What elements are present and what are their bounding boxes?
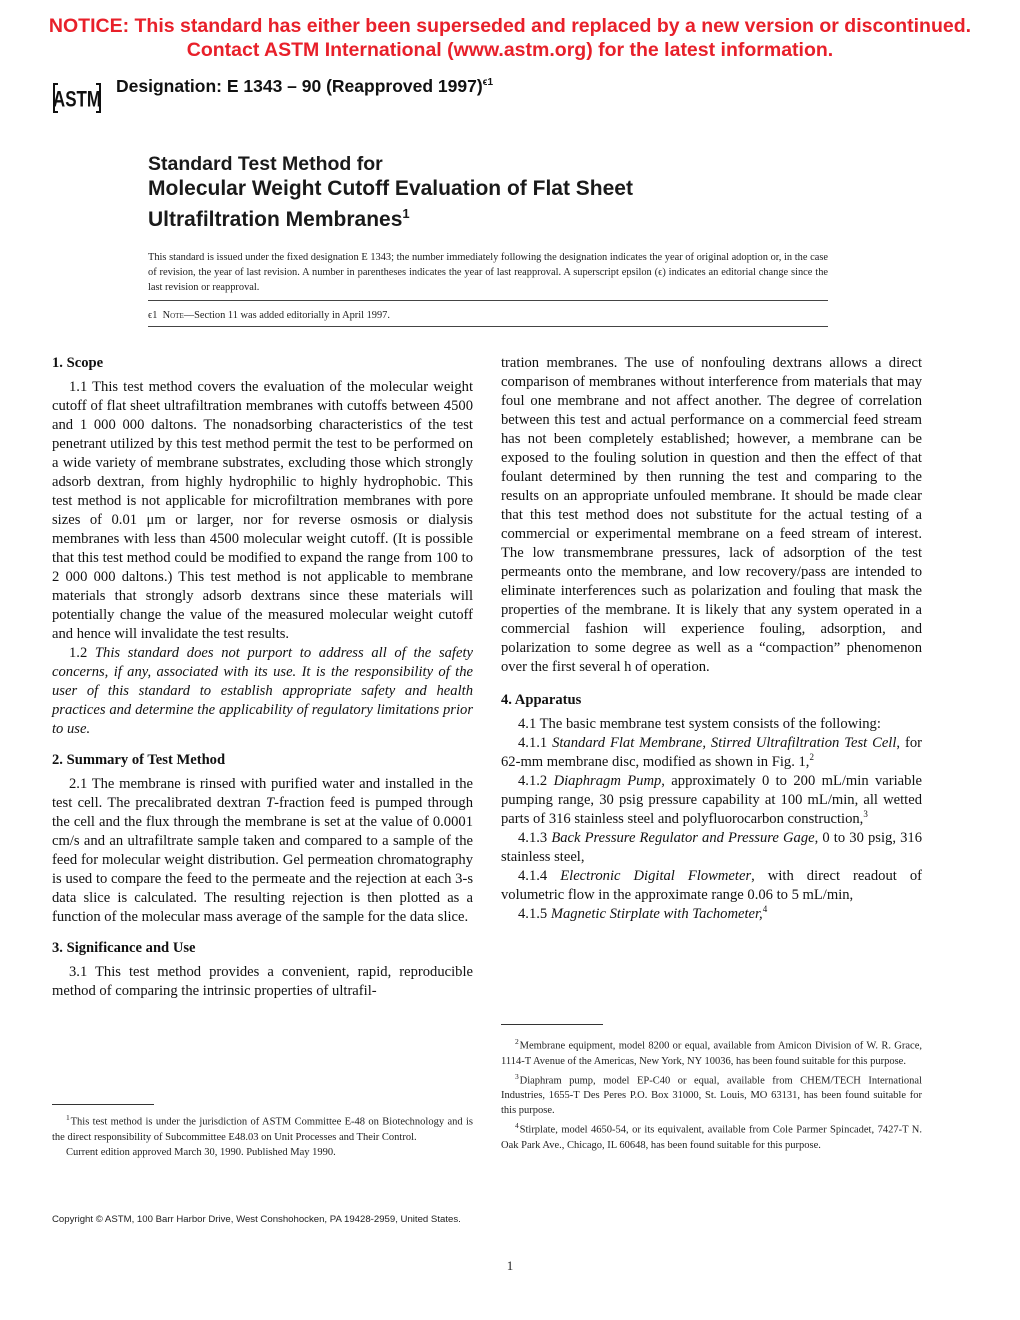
footnote-divider (501, 1024, 603, 1025)
section-heading-apparatus: 4. Apparatus (501, 692, 582, 708)
section-heading-summary: 2. Summary of Test Method (52, 752, 226, 768)
logo-text: ASTM (52, 87, 102, 113)
paragraph-4-1-2: 4.1.2 Diaphragm Pump, approximately 0 to 200 mL/min variable pumping range, 30 psig pressure capability at 100 mL/min, all wetted parts of 316 stainless steel and polyfluorocarbon construction,$^3$ (501, 773, 922, 827)
divider (148, 326, 828, 327)
section-heading-scope: 1. Scope (52, 355, 104, 371)
divider (148, 300, 828, 301)
paragraph-4-1-3: 4.1.3 Back Pressure Regulator and Pressure Gage, 0 to 30 psig, 316 stainless steel, (501, 830, 923, 865)
footnotes-right (501, 1034, 922, 1153)
page-number: 1 (506, 1258, 514, 1273)
paragraph-1-1: 1.1 This test method covers the evaluation of the molecular weight cutoff of flat sheet ultrafiltration membranes with cutoffs between 4500 and 1 000 000 daltons. The nonadsorbing characteristics of the test penetrant utilized by this test method permit the test to be performed on a wide variety of membrane substrates, excluding those which strongly adsorb dextran, from highly hydrophilic to highly hydrophobic. This test method is not applicable for microfiltration membranes with pore sizes of 0.01 μm or larger, nor for reverse osmosis or dialysis membranes with less than 4500 molecular weight cutoff. (It is possible that this test method could be modified to expand the range from 100 to 2 000 000 daltons.) This test method is not applicable to membrane materials that strongly adsorb dextrans since these materials will potentially change the value of the measured molecular weight cutoff and hence will invalidate the test results. (52, 379, 473, 642)
astm-logo-icon (50, 76, 104, 118)
footnote-3: $^3$ Diaphram pump, model EP-C40 or equal, available from CHEM/TECH International Industries, 1655-T Des Peres P.O. Box 31000, St. Louis, MO 63131, has been found suitable for this purpose. (501, 1071, 922, 1116)
footnote-1-edition: Current edition approved March 30, 1990. Published May 1990. (66, 1146, 336, 1158)
designation-text: Designation: E 1343 – 90 (Reapproved 1997) (116, 76, 483, 96)
issuance-statement: This standard is issued under the fixed designation E 1343; the number immediately following the designation indicates the year of original adoption or, in the case of revision, the year of last revision. A number in parentheses indicates the year of last reapproval. A superscript epsilon (ϵ) indicates an editorial change since the last revision or reapproval. (148, 252, 828, 293)
footnote-1: $^1$ This test method is under the jurisdiction of ASTM Committee E-48 on Biotechnology and is the direct responsibility of Subcommittee E48.03 on Unit Processes and Their Control. (52, 1113, 473, 1143)
designation-epsilon: ϵ1 (482, 77, 494, 89)
paragraph-4-1-5: 4.1.5 Magnetic Stirplate with Tachometer,$^4$ (518, 904, 768, 922)
section-heading-significance: 3. Significance and Use (52, 940, 196, 956)
paragraph-4-1-4: 4.1.4 Electronic Digital Flowmeter, with direct readout of volumetric flow in the approximate range 0.06 to 5 mL/min, (501, 868, 922, 903)
notice-line-1: NOTICE: This standard has either been superseded and replaced by a new version or discontinued. (48, 15, 972, 37)
paragraph-4-1-1: 4.1.1 Standard Flat Membrane, Stirred Ultrafiltration Test Cell, for 62-mm membrane disc, modified as shown in Fig. 1,$^2$ (501, 735, 922, 770)
notice-banner (0, 14, 1020, 62)
document-title (148, 152, 633, 232)
paragraph-1-2: 1.2 This standard does not purport to address all of the safety concerns, if any, associated with its use. It is the responsibility of the user of this standard to establish appropriate safety and health practices and determine the applicability of regulatory limitations prior to use. (52, 645, 473, 737)
footnote-4: $^4$ Stirplate, model 4650-54, or its equivalent, available from Cole Parmer Spincadet, 7427-T N. Oak Park Ave., Chicago, IL 60648, has been found suitable for this purpose. (501, 1121, 922, 1151)
title-line-3: Ultrafiltration Membranes$^1$ (148, 206, 410, 231)
copyright-line: Copyright © ASTM, 100 Barr Harbor Drive, West Conshohocken, PA 19428-2959, United States. (52, 1214, 461, 1225)
title-footnote-ref: 1 (402, 206, 410, 221)
paragraph-3-1-start: 3.1 This test method provides a convenient, rapid, reproducible method of comparing the intrinsic properties of ultrafil- (52, 964, 473, 999)
paragraph-3-1-continued: tration membranes. The use of nonfouling dextrans allows a direct comparison of membranes without interference from materials that may foul one membrane and not affect another. The degree of correlation between this test and actual performance on a commercial feed stream has not been completely established; however, a membrane can be exposed to the fouling solution in question and then the effect of that foulant determined by then running the test and comparing to the results on an appropriate unfouled membrane. It should be made clear that this test method does not substitute for the actual testing of a commercial or experimental membrane on a feed stream of interest. The low transmembrane pressures, lack of adsorption of the test permeants onto the membrane, and low recovery/pass are intended to eliminate interferences such as polarization and fouling that mask the properties of the membrane. It is likely that any system operated in a commercial fashion will experience fouling, adsorption, and polarization to some degree as well as a “compaction” phenomenon over the first several h of operation. (501, 355, 922, 675)
notice-line-2: Contact ASTM International (www.astm.org) for the latest information. (186, 39, 834, 61)
left-column (52, 354, 473, 1001)
right-column (501, 354, 922, 924)
title-line-2: Molecular Weight Cutoff Evaluation of Flat Sheet (148, 177, 633, 200)
title-line-1: Standard Test Method for (148, 153, 383, 175)
paragraph-2-1: 2.1 The membrane is rinsed with purified water and installed in the test cell. The precalibrated dextran T-fraction feed is pumped through the cell and the flux through the membrane is set at the value of 0.0001 cm/s and an ultrafiltrate sample taken and compared to a sample of the feed for molecular weight distribution. Gel permeation chromatography is used to compare the feed to the permeate and the rejection at each 3-s data slice is calculated. The resulting rejection is then plotted as a function of the molecular mass average of the sample for the data slice. (52, 776, 473, 925)
designation (116, 76, 493, 97)
footnote-divider (52, 1104, 154, 1105)
footnote-2: $^2$ Membrane equipment, model 8200 or equal, available from Amicon Division of W. R. Grace, 1114-T Avenue of the Americas, New York, NY 10036, has been found suitable for this purpose. (501, 1037, 922, 1067)
paragraph-4-1: 4.1 The basic membrane test system consists of the following: (518, 716, 881, 732)
footnotes-left (52, 1110, 473, 1160)
epsilon-note: ϵ1 Note—Section 11 was added editorially in April 1997. (148, 310, 390, 321)
